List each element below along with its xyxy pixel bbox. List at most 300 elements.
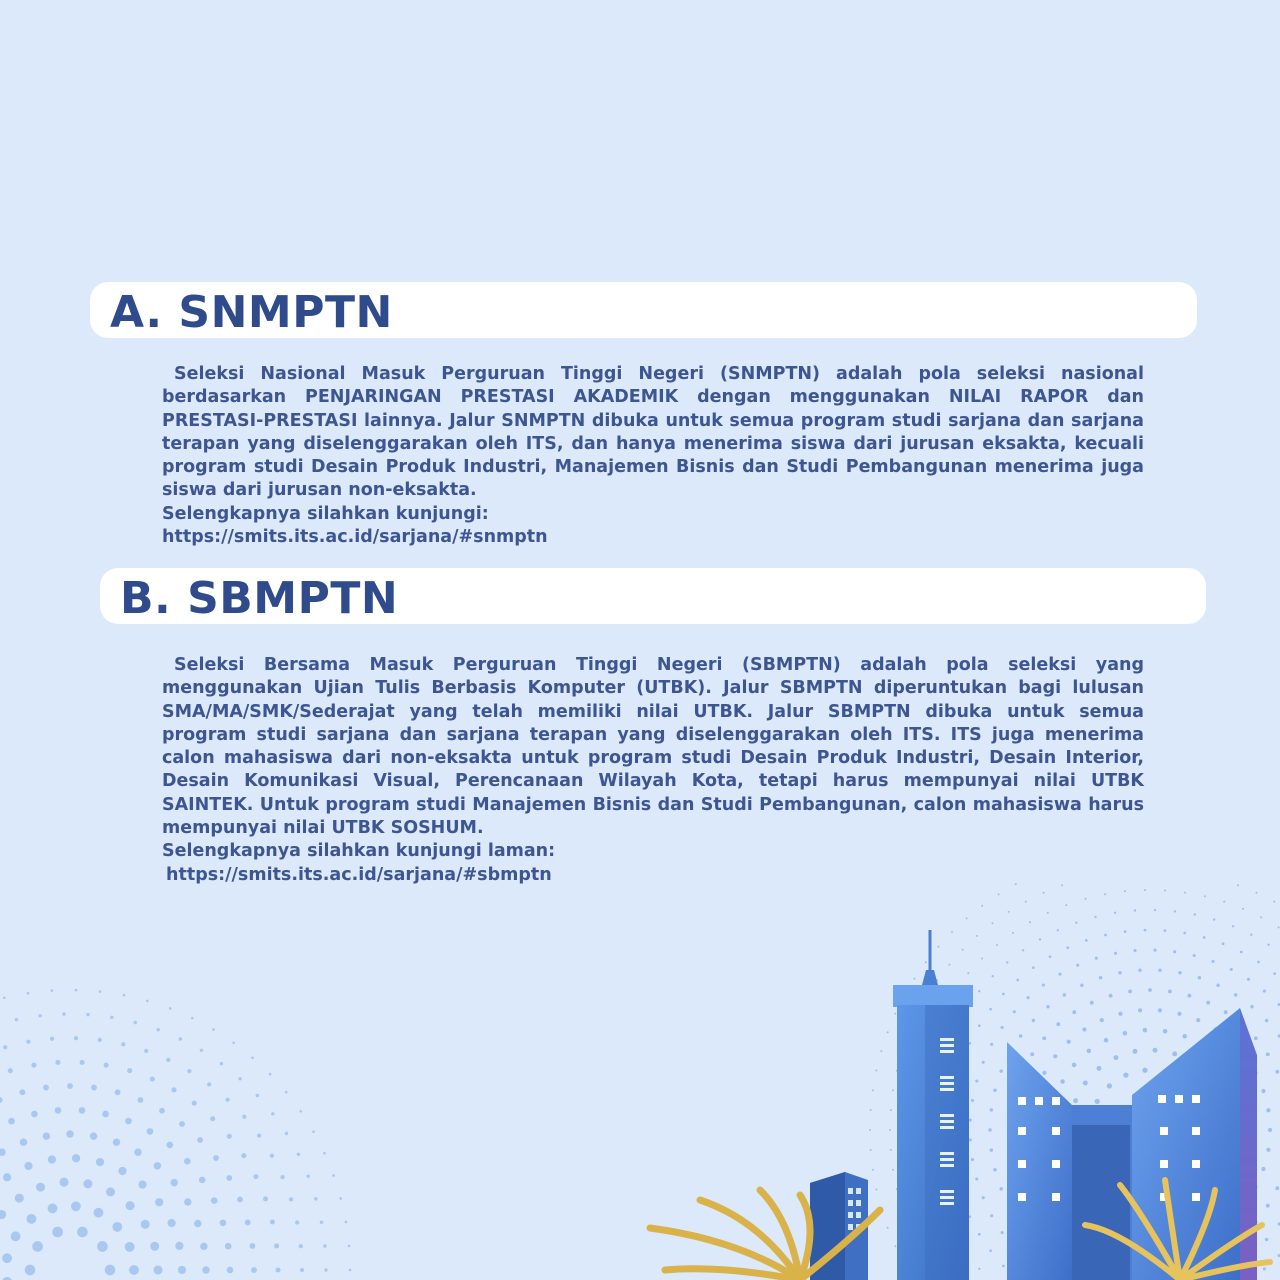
decor-dot <box>1196 1238 1200 1242</box>
decor-dot <box>919 1060 921 1062</box>
more-info-label-sbmptn: Selengkapnya silahkan kunjungi laman: <box>162 841 556 862</box>
decor-dot <box>1243 1202 1247 1206</box>
decor-dot <box>955 1178 958 1181</box>
decor-dot <box>971 1099 974 1102</box>
decor-dot <box>1143 1028 1148 1033</box>
decor-dot <box>1142 1068 1147 1073</box>
decor-dot <box>71 1201 81 1211</box>
section-body-snmptn <box>162 363 1144 549</box>
decor-dot <box>1042 983 1045 986</box>
decor-dot <box>1056 1234 1060 1238</box>
decor-dot <box>1180 1178 1185 1183</box>
decor-dot <box>961 1060 964 1063</box>
decor-dot <box>948 964 950 966</box>
decor-dot <box>207 1082 211 1086</box>
decor-dot <box>1123 1225 1128 1230</box>
decor-dot <box>1067 1216 1071 1220</box>
decor-dot <box>1229 1040 1233 1044</box>
decor-dot <box>86 1013 89 1016</box>
decor-dot <box>90 1132 97 1139</box>
decor-dot <box>271 1112 274 1115</box>
decor-dot <box>270 1154 274 1158</box>
decor-dot <box>931 1159 933 1161</box>
decor-dot <box>1168 1267 1172 1271</box>
decor-dot <box>1253 1071 1257 1075</box>
decor-dot <box>1124 890 1126 892</box>
decor-dot <box>289 1197 293 1201</box>
decor-dot <box>1163 1227 1168 1232</box>
decor-dot <box>1063 993 1067 997</box>
decor-dot <box>0 1210 6 1219</box>
decor-dot <box>1084 898 1086 900</box>
decor-dot <box>1128 1267 1132 1271</box>
decor-dot <box>913 978 915 980</box>
decor-dot <box>967 972 969 974</box>
decor-dot <box>25 1265 36 1276</box>
decor-dot <box>1180 1077 1185 1082</box>
decor-dot <box>129 1265 139 1275</box>
decor-dot <box>1029 921 1031 923</box>
decor-dot <box>1158 1247 1162 1251</box>
decor-dot <box>113 1138 120 1145</box>
decor-dot <box>1034 1167 1038 1171</box>
decor-dot <box>1143 1228 1148 1233</box>
decor-dot <box>909 1119 911 1121</box>
decor-dot <box>1178 971 1182 975</box>
decor-dot <box>156 1028 159 1031</box>
decor-dot <box>1049 955 1052 958</box>
decor-dot <box>1053 1202 1057 1206</box>
decor-dot <box>1196 1018 1200 1022</box>
decor-dot <box>134 1148 141 1155</box>
decor-dot <box>339 1197 342 1200</box>
decor-dot <box>1237 884 1239 886</box>
decor-dot <box>925 961 927 963</box>
decor-dot <box>1183 932 1186 935</box>
decor-dot <box>1153 1048 1158 1053</box>
decor-dot <box>1148 988 1152 992</box>
decor-dot <box>1043 892 1045 894</box>
decor-dot <box>1072 1246 1076 1250</box>
decor-dot <box>26 1214 36 1224</box>
dot-pattern-left <box>0 989 351 1280</box>
decor-dot <box>1113 1200 1118 1205</box>
decor-dot <box>951 931 953 933</box>
decor-dot <box>1261 1089 1265 1093</box>
decor-dot <box>324 1268 327 1271</box>
decor-dot <box>1153 949 1156 952</box>
decor-dot <box>889 1129 891 1131</box>
decor-dot <box>940 1198 942 1200</box>
decor-dot <box>1174 910 1176 912</box>
decor-dot <box>926 1262 928 1264</box>
decor-dot <box>1075 922 1077 924</box>
decor-dot <box>870 1149 872 1151</box>
decor-dot <box>1225 1108 1230 1113</box>
decor-dot <box>210 1116 215 1121</box>
decor-dot <box>178 1266 186 1274</box>
decor-dot <box>32 1241 43 1252</box>
decor-dot <box>1046 1005 1050 1009</box>
decor-dot <box>1114 912 1116 914</box>
decor-dot <box>200 1049 203 1052</box>
decor-dot <box>1060 1079 1065 1084</box>
decor-dot <box>968 1042 971 1045</box>
decor-dot <box>880 1208 882 1210</box>
decor-dot <box>1118 971 1122 975</box>
decor-dot <box>929 1139 931 1141</box>
decor-dot <box>1008 911 1010 913</box>
decor-dot <box>226 1175 232 1181</box>
decor-dot <box>179 1121 185 1127</box>
decor-dot <box>1133 1049 1138 1054</box>
decor-dot <box>110 1016 113 1019</box>
decor-dot <box>121 1042 125 1046</box>
decor-dot <box>978 1233 981 1236</box>
decor-dot <box>1206 1001 1210 1005</box>
decor-dot <box>1182 1222 1187 1227</box>
decor-dot <box>1266 1148 1270 1152</box>
decor-dot <box>1247 978 1250 981</box>
decor-dot <box>167 1219 175 1227</box>
decor-dot <box>975 1177 978 1180</box>
decor-dot <box>989 1008 992 1011</box>
decor-dot <box>914 1179 916 1181</box>
decor-dot <box>1158 969 1162 973</box>
decor-dot <box>1114 952 1117 955</box>
decor-dot <box>982 1061 985 1064</box>
decor-dot <box>1216 1273 1220 1277</box>
decor-dot <box>1133 1206 1138 1211</box>
decor-dot <box>990 1043 993 1046</box>
decor-dot <box>48 1203 58 1213</box>
decor-dot <box>1273 972 1276 975</box>
decor-dot <box>0 1097 3 1103</box>
decor-dot <box>1164 929 1167 932</box>
decor-dot <box>1263 990 1266 993</box>
decor-dot <box>1173 950 1176 953</box>
decor-dot <box>1164 889 1166 891</box>
decor-dot <box>892 1089 894 1091</box>
decor-dot <box>1052 1098 1057 1103</box>
decor-dot <box>1217 1200 1222 1205</box>
decor-dot <box>345 1221 348 1224</box>
decor-dot <box>200 1243 207 1250</box>
decor-dot <box>1240 1167 1245 1172</box>
decor-dot <box>3 1173 11 1181</box>
decor-dot <box>926 1041 928 1043</box>
decor-dot <box>869 1129 871 1131</box>
decor-dot <box>1260 916 1262 918</box>
decor-dot <box>31 1111 38 1118</box>
decor-dot <box>1048 1138 1053 1143</box>
decor-dot <box>1128 989 1132 993</box>
section-title-sbmptn: B. SBMPTN <box>120 573 399 624</box>
decor-dot <box>257 1133 261 1137</box>
decor-dot <box>1057 929 1059 931</box>
decor-dot <box>1218 1166 1223 1171</box>
decor-dot <box>1223 901 1225 903</box>
decor-dot <box>1107 1083 1112 1088</box>
decor-dot <box>992 975 994 977</box>
decor-dot <box>1118 1012 1122 1016</box>
decor-dot <box>96 1158 104 1166</box>
decor-dot <box>1158 1008 1162 1012</box>
decor-dot <box>1182 1034 1187 1039</box>
decor-dot <box>971 1158 974 1161</box>
decor-dot <box>43 1085 49 1091</box>
decor-dot <box>184 1158 191 1165</box>
decor-dot <box>1194 913 1196 915</box>
decor-dot <box>872 1169 874 1171</box>
decor-dot <box>966 917 968 919</box>
decor-dot <box>896 1188 898 1190</box>
decor-dot <box>1172 1204 1177 1209</box>
decor-dot <box>1162 1069 1167 1074</box>
decor-dot <box>1118 1244 1122 1248</box>
decor-dot <box>144 1049 148 1053</box>
decor-dot <box>1254 1220 1258 1224</box>
decor-dot <box>1095 1099 1100 1104</box>
decor-dot <box>914 1079 916 1081</box>
decor-dot <box>1104 893 1106 895</box>
decor-dot <box>1006 961 1008 963</box>
decor-dot <box>169 1007 172 1010</box>
decor-dot <box>892 1169 894 1171</box>
decor-dot <box>934 1022 936 1024</box>
link-snmptn[interactable]: https://smits.its.ac.id/sarjana/#snmptn <box>162 527 548 548</box>
city-buildings-illustration <box>810 930 1257 1280</box>
decor-dot <box>936 979 938 981</box>
decor-dot <box>1273 901 1275 903</box>
decor-dot <box>1234 1263 1238 1267</box>
decor-dot <box>320 1221 323 1224</box>
decor-dot <box>991 922 993 924</box>
decor-dot <box>934 1236 936 1238</box>
decor-dot <box>1240 951 1243 954</box>
decor-dot <box>59 1178 68 1187</box>
decor-dot <box>1224 1010 1228 1014</box>
decor-dot <box>962 949 964 951</box>
decor-dot <box>955 1270 957 1272</box>
decor-dot <box>1123 1031 1128 1036</box>
decor-dot <box>1097 1189 1102 1194</box>
decor-dot <box>908 1226 910 1228</box>
decor-dot <box>1046 1252 1050 1256</box>
decor-dot <box>1278 926 1280 928</box>
decor-dot <box>978 990 980 992</box>
decor-dot <box>1080 1273 1084 1277</box>
decor-dot <box>981 957 983 959</box>
decor-dot <box>1021 1070 1025 1074</box>
decor-dot <box>349 1269 352 1272</box>
decor-dot <box>237 1197 243 1203</box>
decor-dot <box>300 1268 304 1272</box>
decor-dot <box>1034 1089 1038 1093</box>
decor-dot <box>1088 1137 1093 1142</box>
decor-dot <box>1030 1204 1034 1208</box>
paragraph-sbmptn: Seleksi Bersama Masuk Perguruan Tinggi Negeri (SBMPTN) adalah pola seleksi yang menggunakan Ujian Tulis Berbasis Komputer (UTBK). Jalur SBMPTN diperuntukan bagi lulusan SMA/MA/SMK/Sederajat yang telah memiliki nilai UTBK. Jalur SBMPTN dibuka untuk semua program studi sarjana dan sarjana terapan yang diselenggarakan oleh ITS. ITS juga menerima calon mahasiswa dari non-eksakta untuk program studi Desain Produk Industri, Desain Interior, Desain Komunikasi Visual, Perencanaan Wilayah Kota, tetapi harus mempunyai nilai UTBK SAINTEK. Untuk program studi Manajemen Bisnis dan Studi Pembangunan, calon mahasiswa harus mempunyai nilai UTBK SOSHUM. <box>162 655 1144 839</box>
decor-dot <box>1100 1238 1104 1242</box>
decor-dot <box>903 995 905 997</box>
decor-dot <box>43 1132 50 1139</box>
decor-dot <box>909 1139 911 1141</box>
decor-dot <box>1076 964 1079 967</box>
decor-dot <box>1109 994 1113 998</box>
decor-dot <box>1104 1218 1109 1223</box>
decor-dot <box>1042 1185 1046 1189</box>
decor-dot <box>94 1208 104 1218</box>
decor-dot <box>1100 1018 1104 1022</box>
decor-dot <box>280 1175 284 1179</box>
decor-dot <box>127 1068 132 1073</box>
decor-dot <box>91 1085 97 1091</box>
decor-dot <box>1243 1054 1247 1058</box>
decor-dot <box>1068 1138 1073 1143</box>
decor-dot <box>115 1089 121 1095</box>
decor-dot <box>175 1242 183 1250</box>
decor-dot <box>1073 1098 1078 1103</box>
decor-dot <box>990 1214 993 1217</box>
decor-dot <box>951 1158 954 1161</box>
decor-dot <box>297 1153 300 1156</box>
decor-dot <box>8 1118 15 1125</box>
decor-dot <box>1072 1193 1077 1198</box>
decor-dot <box>194 1220 201 1227</box>
decor-dot <box>901 1207 903 1209</box>
decor-dot <box>1172 1051 1177 1056</box>
decor-dot <box>993 1168 997 1172</box>
decor-dot <box>199 1177 206 1184</box>
decor-dot <box>306 1174 309 1177</box>
decor-dot <box>299 1110 302 1113</box>
dot-pattern-right <box>869 883 1280 1280</box>
decor-dot <box>1240 1022 1244 1026</box>
decor-dot <box>947 1216 949 1218</box>
decor-dot <box>1123 1182 1128 1187</box>
decor-dot <box>1203 936 1206 939</box>
decor-dot <box>211 1197 218 1204</box>
decor-dot <box>1039 938 1041 940</box>
decor-dot <box>1002 993 1005 996</box>
decor-dot <box>275 1267 280 1272</box>
decor-dot <box>38 1014 41 1017</box>
decor-dot <box>1072 1063 1077 1068</box>
decor-dot <box>79 1107 86 1114</box>
decor-dot <box>1246 1148 1251 1153</box>
decor-dot <box>1190 1195 1195 1200</box>
decor-dot <box>875 1070 877 1072</box>
decor-dot <box>1087 1207 1092 1212</box>
decor-dot <box>0 1148 6 1155</box>
decor-dot <box>956 1023 958 1025</box>
decor-dot <box>1195 1164 1200 1169</box>
decor-dot <box>191 1017 194 1020</box>
decor-dot <box>1099 976 1103 980</box>
decor-dot <box>1090 1001 1094 1005</box>
decor-dot <box>27 992 30 995</box>
decor-dot <box>926 996 928 998</box>
decor-dot <box>926 1217 928 1219</box>
decor-dot <box>903 1263 905 1265</box>
decor-dot <box>1019 1034 1023 1038</box>
decor-dot <box>1234 993 1238 997</box>
decor-dot <box>944 1005 946 1007</box>
decor-dot <box>1266 1204 1270 1208</box>
decor-dot <box>147 1128 154 1135</box>
decor-dot <box>1085 939 1088 942</box>
decor-dot <box>1032 966 1035 969</box>
decor-dot <box>99 990 102 993</box>
decor-dot <box>1201 1043 1206 1048</box>
decor-dot <box>123 994 126 997</box>
decor-dot <box>1058 973 1061 976</box>
decor-dot <box>916 1244 918 1246</box>
decor-dot <box>1154 909 1156 911</box>
decor-dot <box>1187 1262 1191 1266</box>
decor-dot <box>15 1194 24 1203</box>
decor-dot <box>1067 1040 1071 1044</box>
decor-dot <box>1088 1117 1093 1122</box>
decor-dot <box>1240 1234 1244 1238</box>
decor-dot <box>1107 1171 1112 1176</box>
decor-dot <box>3 996 6 999</box>
decor-dot <box>993 1088 997 1092</box>
decor-dot <box>1095 957 1098 960</box>
decor-dot <box>251 1267 257 1273</box>
decor-dot <box>269 1073 272 1076</box>
decor-dot <box>1009 1148 1013 1152</box>
decor-dot <box>323 1244 326 1247</box>
decor-dot <box>213 1155 219 1161</box>
decor-dot <box>1246 1108 1251 1113</box>
decor-dot <box>1002 1265 1005 1268</box>
decor-dot <box>1008 1205 1012 1209</box>
link-sbmptn[interactable]: https://smits.its.ac.id/sarjana/#sbmptn <box>166 864 552 885</box>
decor-dot <box>48 1155 56 1163</box>
decor-dot <box>104 1063 109 1068</box>
decor-dot <box>1027 1261 1030 1264</box>
decor-dot <box>51 989 54 992</box>
decor-dot <box>118 1167 126 1175</box>
decor-dot <box>870 1109 872 1111</box>
decor-dot <box>981 905 983 907</box>
decor-dot <box>98 1038 102 1042</box>
decor-dot <box>323 1152 326 1155</box>
decor-dot <box>1207 1127 1212 1132</box>
decor-dot <box>1072 1010 1076 1014</box>
decor-dot <box>1073 1157 1078 1162</box>
paragraph-snmptn: Seleksi Nasional Masuk Perguruan Tinggi Negeri (SNMPTN) adalah pola seleksi nasional berdasarkan PENJARINGAN PRESTASI AKADEMIK dengan menggunakan NILAI RAPOR dan PRESTASI-PRESTASI lainnya. Jalur SNMPTN dibuka untuk semua program studi sarjana dan sarjana terapan yang diselenggarakan oleh ITS, dan hanya menerima siswa dari jurusan eksakta, kecuali program studi Desain Produk Industri, Manajemen Bisnis dan Studi Pembangunan menerima juga siswa dari jurusan non-eksakta. <box>162 364 1144 501</box>
decor-dot <box>1265 1019 1269 1023</box>
decor-dot <box>1019 1222 1023 1226</box>
decor-dot <box>138 1180 146 1188</box>
decor-dot <box>935 1079 937 1081</box>
decor-dot <box>52 1227 63 1238</box>
decor-dot <box>894 1245 896 1247</box>
decor-dot <box>137 1097 143 1103</box>
decor-dot <box>106 1187 115 1196</box>
decor-dot <box>74 1036 78 1040</box>
decor-dot <box>312 1130 315 1133</box>
decor-dot <box>951 1099 954 1102</box>
decor-dot <box>253 1174 258 1179</box>
decor-dot <box>1144 929 1147 932</box>
decor-dot <box>1162 1186 1167 1191</box>
decor-dot <box>956 1234 958 1236</box>
decor-dot <box>141 1220 150 1229</box>
decor-dot <box>251 1056 254 1059</box>
